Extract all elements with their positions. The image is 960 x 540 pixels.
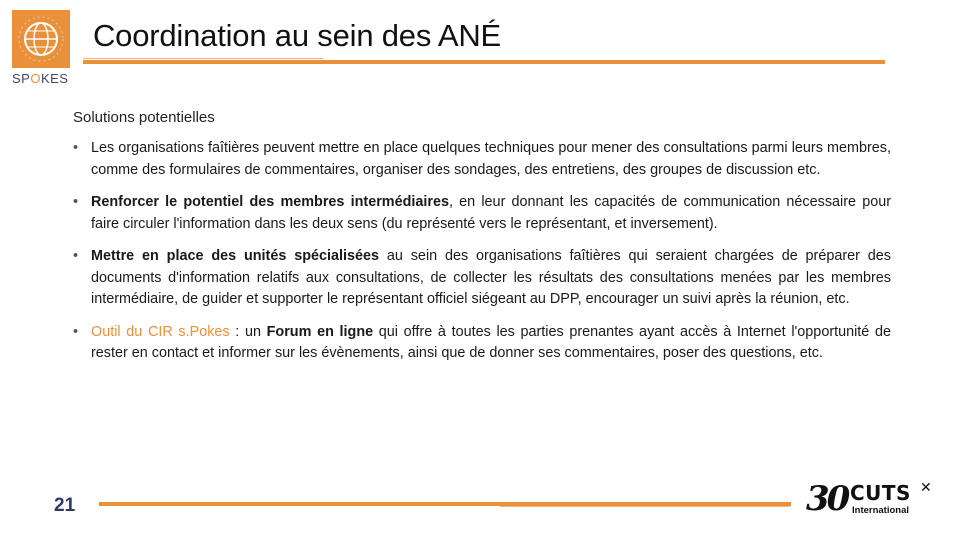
- spokes-logo: [12, 10, 70, 68]
- bullet-icon: •: [73, 323, 79, 340]
- bullet-bold-text: Renforcer le potentiel des membres intermédiaires: [91, 194, 449, 210]
- bullet-text: au sein des organisations faîtières qui seraient chargées de préparer des documents d'information relatifs aux consultations, de collecter les résultats des consultations menées par les membres intermédiaire, de guider et supporter le représentant officiel siégeant au DPP, encourager un suivi après la réunion, etc.: [91, 248, 891, 307]
- bullet-list: [73, 138, 891, 376]
- cuts-logo-name: CUTS: [850, 481, 911, 505]
- bullet-bold-text: Mettre en place des unités spécialisées: [91, 248, 380, 264]
- bullet-icon: •: [73, 194, 79, 210]
- section-heading: Solutions potentielles: [73, 109, 215, 126]
- slide-title: Coordination au sein des ANÉ: [93, 18, 501, 53]
- spokes-logo-text: SPOKES: [12, 71, 69, 86]
- bullet-bold-text: Forum en ligne: [266, 323, 374, 340]
- bullet-icon: •: [73, 248, 79, 264]
- bullet-icon: •: [73, 140, 79, 156]
- bullet-item: [73, 246, 891, 311]
- title-underline: [83, 60, 885, 64]
- footer-line-highlight: [500, 506, 790, 507]
- bullet-item: [73, 138, 891, 181]
- page-number: 21: [54, 495, 76, 516]
- bullet-item: [73, 322, 891, 365]
- bullet-text: , en leur donnant les capacités de communication nécessaire pour faire circuler l'information dans les deux sens (du représenté vers le représentant, et inversement).: [91, 194, 891, 232]
- title-underline-highlight: [83, 58, 323, 59]
- bullet-text: : un: [229, 323, 267, 340]
- bullet-accent-text: Outil du CIR s.Pokes: [91, 323, 230, 340]
- cuts-logo-sub: International: [852, 505, 910, 516]
- bullet-text: Les organisations faîtières peuvent mettre en place quelques techniques pour mener des consultations parmi leurs membres, comme des formulaires de commentaires, organiser des sondages, des entretiens, des groupes de discussion etc.: [91, 140, 891, 178]
- bullet-item: [73, 192, 891, 235]
- cuts-logo-thirty: 30: [806, 479, 848, 519]
- globe-icon: [12, 10, 70, 68]
- bullet-text: qui offre à toutes les parties prenantes ayant accès à Internet l'opportunité de rester en contact et informer sur les évènements, ainsi que de donner ses commentaires, poser des questions, etc.: [91, 323, 891, 361]
- cuts-logo: [806, 479, 940, 521]
- x-mark-icon: ✕: [920, 479, 932, 495]
